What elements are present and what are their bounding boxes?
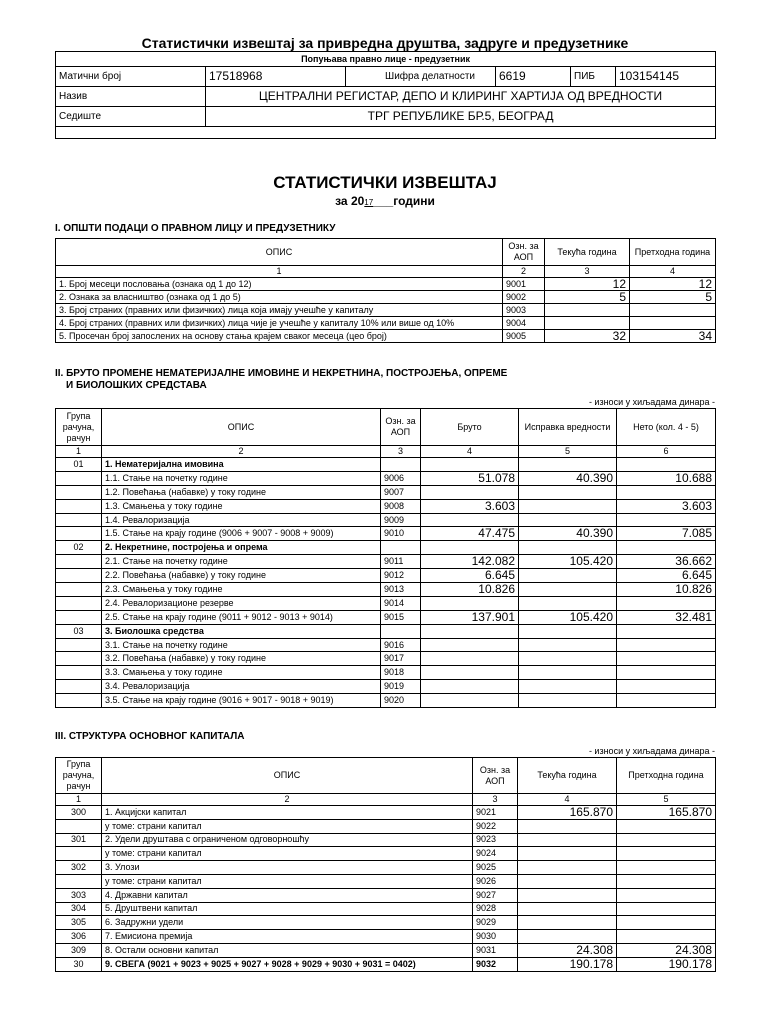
row-previous-year: [617, 874, 716, 888]
table-row: [56, 680, 716, 694]
row-adjustment: [519, 485, 617, 499]
pib-label: ПИБ: [571, 67, 616, 87]
row-gross: 47.475: [421, 527, 519, 541]
row-previous-year: [630, 317, 716, 330]
row-net: 36.662: [617, 555, 716, 569]
s3-n5: 5: [617, 794, 716, 806]
report-year-value: 17: [364, 198, 374, 207]
row-description: 2. Некретнине, постројења и опрема: [102, 541, 381, 555]
row-previous-year: [630, 304, 716, 317]
seat-label: Седиште: [56, 107, 206, 127]
table-row: [56, 943, 716, 957]
row-description: 3.4. Ревалоризација: [102, 680, 381, 694]
row-current-year: 5: [545, 291, 630, 304]
row-group: [56, 583, 102, 597]
row-aop: 9004: [503, 317, 545, 330]
row-gross: 3.603: [421, 499, 519, 513]
row-description: 8. Остали основни капитал: [102, 943, 473, 957]
row-net: [617, 541, 716, 555]
row-adjustment: [519, 583, 617, 597]
row-description: 3.2. Повећања (набавке) у току године: [102, 652, 381, 666]
table-row: [56, 304, 716, 317]
row-adjustment: 40.390: [519, 527, 617, 541]
row-gross: [421, 485, 519, 499]
row-current-year: [518, 902, 617, 916]
s2-n1: 1: [56, 446, 102, 458]
row-gross: [421, 458, 519, 472]
row-group: [56, 610, 102, 624]
name-label: Назив: [56, 87, 206, 107]
table-row: [56, 652, 716, 666]
row-description: у томе: страни капитал: [102, 874, 473, 888]
row-description: 1.4. Ревалоризација: [102, 513, 381, 527]
row-aop: 9027: [473, 888, 518, 902]
row-group: [56, 874, 102, 888]
row-current-year: [518, 861, 617, 875]
row-description: у томе: страни капитал: [102, 819, 473, 833]
row-group: 305: [56, 916, 102, 930]
row-previous-year: 34: [630, 330, 716, 343]
row-description: 2. Ознака за власништво (ознака од 1 до 5): [56, 291, 503, 304]
row-description: 1.5. Стање на крају године (9006 + 9007 - 9008 + 9009): [102, 527, 381, 541]
row-gross: [421, 666, 519, 680]
s2-h-bruto: Бруто: [421, 409, 519, 446]
row-adjustment: 105.420: [519, 555, 617, 569]
row-adjustment: 105.420: [519, 610, 617, 624]
row-group: [56, 513, 102, 527]
row-group: 300: [56, 806, 102, 820]
table-row: [56, 583, 716, 597]
s1-n1: 1: [56, 266, 503, 278]
section2-title-line2: И БИОЛОШКИХ СРЕДСТАВА: [66, 380, 207, 391]
table-row: [56, 833, 716, 847]
row-aop: 9021: [473, 806, 518, 820]
s1-h-prev: Претходна година: [630, 239, 716, 266]
table-row: [56, 624, 716, 638]
section3-units: - износи у хиљадама динара -: [588, 746, 715, 756]
row-previous-year: [617, 916, 716, 930]
s1-n3: 3: [545, 266, 630, 278]
s1-h-opis: ОПИС: [56, 239, 503, 266]
row-aop: 9029: [473, 916, 518, 930]
row-current-year: [518, 819, 617, 833]
row-group: 302: [56, 861, 102, 875]
row-current-year: 12: [545, 278, 630, 291]
row-group: [56, 569, 102, 583]
s2-n3: 3: [381, 446, 421, 458]
row-current-year: 24.308: [518, 943, 617, 957]
row-net: [617, 485, 716, 499]
row-aop: 9003: [503, 304, 545, 317]
row-description: 6. Задружни удели: [102, 916, 473, 930]
section2-units: - износи у хиљадама динара -: [588, 397, 715, 407]
row-adjustment: [519, 458, 617, 472]
table-row: [56, 638, 716, 652]
row-net: [617, 680, 716, 694]
row-description: 2.3. Смањења у току године: [102, 583, 381, 597]
row-description: 1. Број месеци пословања (ознака од 1 до 12): [56, 278, 503, 291]
row-description: 7. Емисиона премија: [102, 930, 473, 944]
row-group: [56, 680, 102, 694]
row-group: [56, 527, 102, 541]
row-previous-year: [617, 819, 716, 833]
report-year: [0, 194, 770, 208]
row-adjustment: [519, 680, 617, 694]
row-net: [617, 596, 716, 610]
row-group: 301: [56, 833, 102, 847]
row-group: 303: [56, 888, 102, 902]
s2-h-opis: ОПИС: [102, 409, 381, 446]
row-group: 02: [56, 541, 102, 555]
row-aop: [381, 458, 421, 472]
row-description: 5. Просечан број запослених на основу стања крајем сваког месеца (цео број): [56, 330, 503, 343]
row-description: у томе: страни капитал: [102, 847, 473, 861]
row-previous-year: [617, 861, 716, 875]
row-group: 01: [56, 458, 102, 472]
s3-n1: 1: [56, 794, 102, 806]
row-description: 3. Улози: [102, 861, 473, 875]
s3-h-prev: Претходна година: [617, 758, 716, 794]
header-table: [55, 51, 716, 139]
mb-value: 17518968: [206, 67, 346, 87]
row-previous-year: [617, 902, 716, 916]
section1-table: [55, 238, 716, 343]
row-description: 1.1. Стање на почетку године: [102, 471, 381, 485]
row-gross: 6.645: [421, 569, 519, 583]
row-current-year: 165.870: [518, 806, 617, 820]
s2-n6: 6: [617, 446, 716, 458]
row-description: 2.5. Стање на крају године (9011 + 9012 - 9013 + 9014): [102, 610, 381, 624]
s2-h-aop: Озн. за АОП: [381, 409, 421, 446]
row-aop: 9014: [381, 596, 421, 610]
table-row: [56, 819, 716, 833]
row-adjustment: [519, 513, 617, 527]
s1-n2: 2: [503, 266, 545, 278]
table-row: [56, 888, 716, 902]
table-row: [56, 330, 716, 343]
s2-n2: 2: [102, 446, 381, 458]
row-group: [56, 485, 102, 499]
s3-h-aop: Озн. за АОП: [473, 758, 518, 794]
row-net: 10.688: [617, 471, 716, 485]
row-adjustment: [519, 666, 617, 680]
row-gross: [421, 680, 519, 694]
row-description: 2.2. Повећања (набавке) у току године: [102, 569, 381, 583]
row-description: 3.5. Стање на крају године (9016 + 9017 - 9018 + 9019): [102, 694, 381, 708]
row-previous-year: 24.308: [617, 943, 716, 957]
row-net: 32.481: [617, 610, 716, 624]
row-adjustment: [519, 694, 617, 708]
table-row: [56, 291, 716, 304]
row-aop: 9017: [381, 652, 421, 666]
table-row: [56, 930, 716, 944]
row-description: 2.1. Стање на почетку године: [102, 555, 381, 569]
row-aop: 9012: [381, 569, 421, 583]
row-aop: 9018: [381, 666, 421, 680]
row-current-year: 190.178: [518, 957, 617, 971]
table-row: [56, 569, 716, 583]
row-previous-year: [617, 888, 716, 902]
table-row: [56, 902, 716, 916]
table-row: [56, 861, 716, 875]
row-current-year: [518, 916, 617, 930]
row-gross: [421, 541, 519, 555]
table-row: [56, 513, 716, 527]
activity-value: 6619: [496, 67, 571, 87]
row-description: 1.3. Смањења у току године: [102, 499, 381, 513]
row-net: [617, 666, 716, 680]
row-description: 1.2. Повећања (набавке) у току године: [102, 485, 381, 499]
row-aop: 9001: [503, 278, 545, 291]
row-aop: 9016: [381, 638, 421, 652]
section3-table: [55, 757, 716, 972]
table-row: [56, 278, 716, 291]
row-adjustment: [519, 638, 617, 652]
table-row: [56, 541, 716, 555]
s1-h-aop: Озн. за АОП: [503, 239, 545, 266]
row-group: [56, 555, 102, 569]
row-adjustment: [519, 596, 617, 610]
row-adjustment: [519, 652, 617, 666]
row-aop: 9008: [381, 499, 421, 513]
seat-value: ТРГ РЕПУБЛИКЕ БР.5, БЕОГРАД: [206, 107, 716, 127]
s2-n4: 4: [421, 446, 519, 458]
report-year-prefix: за 20: [335, 194, 365, 208]
row-description: 1. Акцијски капитал: [102, 806, 473, 820]
row-description: 2.4. Ревалоризационе резерве: [102, 596, 381, 610]
row-group: [56, 847, 102, 861]
row-net: [617, 458, 716, 472]
row-aop: 9030: [473, 930, 518, 944]
row-gross: 142.082: [421, 555, 519, 569]
row-net: [617, 652, 716, 666]
fill-note: Попуњава правно лице - предузетник: [56, 52, 716, 67]
row-gross: 51.078: [421, 471, 519, 485]
row-description: 3.3. Смањења у току године: [102, 666, 381, 680]
s3-h-opis: ОПИС: [102, 758, 473, 794]
row-description: 1. Нематеријална имовина: [102, 458, 381, 472]
table-row: [56, 916, 716, 930]
row-adjustment: [519, 569, 617, 583]
row-aop: 9031: [473, 943, 518, 957]
s3-n4: 4: [518, 794, 617, 806]
row-previous-year: [617, 833, 716, 847]
row-aop: 9032: [473, 957, 518, 971]
table-row: [56, 485, 716, 499]
row-adjustment: [519, 541, 617, 555]
row-aop: 9015: [381, 610, 421, 624]
row-aop: 9028: [473, 902, 518, 916]
table-row: [56, 847, 716, 861]
row-description: 3. Биолошка средства: [102, 624, 381, 638]
row-group: 03: [56, 624, 102, 638]
table-row: [56, 610, 716, 624]
row-net: [617, 624, 716, 638]
row-description: 2. Удели друштава с ограниченом одговорношћу: [102, 833, 473, 847]
row-net: [617, 638, 716, 652]
form-title: Статистички извештај за привредна друштва, задруге и предузетнике: [141, 35, 629, 51]
row-description: 3.1. Стање на почетку године: [102, 638, 381, 652]
row-gross: [421, 596, 519, 610]
section2-title: II. БРУТО ПРОМЕНЕ НЕМАТЕРИЈАЛНЕ ИМОВИНЕ И НЕКРЕТНИНА, ПОСТРОЈЕЊА, ОПРЕМЕ: [55, 368, 508, 379]
row-gross: [421, 652, 519, 666]
s3-h-cur: Текућа година: [518, 758, 617, 794]
row-aop: 9010: [381, 527, 421, 541]
row-previous-year: 190.178: [617, 957, 716, 971]
row-net: 7.085: [617, 527, 716, 541]
table-row: [56, 458, 716, 472]
row-gross: 137.901: [421, 610, 519, 624]
table-row: [56, 499, 716, 513]
row-gross: [421, 624, 519, 638]
row-aop: 9025: [473, 861, 518, 875]
row-current-year: [545, 317, 630, 330]
row-adjustment: 40.390: [519, 471, 617, 485]
row-net: 3.603: [617, 499, 716, 513]
row-adjustment: [519, 499, 617, 513]
row-group: 309: [56, 943, 102, 957]
row-group: [56, 652, 102, 666]
table-row: [56, 596, 716, 610]
row-current-year: [518, 930, 617, 944]
s3-n3: 3: [473, 794, 518, 806]
s2-n5: 5: [519, 446, 617, 458]
row-aop: 9009: [381, 513, 421, 527]
row-aop: 9006: [381, 471, 421, 485]
report-year-suffix: ___години: [373, 194, 435, 208]
report-title: СТАТИСТИЧКИ ИЗВЕШТАЈ: [273, 173, 497, 192]
row-aop: 9024: [473, 847, 518, 861]
row-gross: [421, 694, 519, 708]
row-aop: 9023: [473, 833, 518, 847]
row-current-year: [518, 847, 617, 861]
row-aop: 9026: [473, 874, 518, 888]
row-description: 4. Број страних (правних или физичких) лица чије је учешће у капиталу 10% или више од 10%: [56, 317, 503, 330]
table-row: [56, 666, 716, 680]
row-net: [617, 694, 716, 708]
row-group: [56, 694, 102, 708]
row-aop: 9002: [503, 291, 545, 304]
table-row: [56, 527, 716, 541]
row-group: [56, 471, 102, 485]
row-group: [56, 666, 102, 680]
table-row: [56, 471, 716, 485]
s1-h-cur: Текућа година: [545, 239, 630, 266]
s2-h-isp: Исправка вредности: [519, 409, 617, 446]
table-row: [56, 555, 716, 569]
row-aop: [381, 541, 421, 555]
row-group: [56, 596, 102, 610]
row-previous-year: 165.870: [617, 806, 716, 820]
section3-title: III. СТРУКТУРА ОСНОВНОГ КАПИТАЛА: [55, 731, 245, 742]
row-current-year: [518, 833, 617, 847]
table-row: [56, 317, 716, 330]
row-adjustment: [519, 624, 617, 638]
row-group: 304: [56, 902, 102, 916]
table-row: [56, 694, 716, 708]
row-aop: 9013: [381, 583, 421, 597]
pib-value: 103154145: [616, 67, 716, 87]
row-previous-year: [617, 930, 716, 944]
row-description: 3. Број страних (правних или физичких) лица која имају учешће у капиталу: [56, 304, 503, 317]
row-group: [56, 499, 102, 513]
row-previous-year: 12: [630, 278, 716, 291]
row-previous-year: 5: [630, 291, 716, 304]
row-aop: 9022: [473, 819, 518, 833]
row-group: [56, 819, 102, 833]
row-net: 6.645: [617, 569, 716, 583]
row-net: [617, 513, 716, 527]
s2-h-group: Група рачуна, рачун: [56, 409, 102, 446]
section1-title: I. ОПШТИ ПОДАЦИ О ПРАВНОМ ЛИЦУ И ПРЕДУЗЕТНИКУ: [55, 223, 336, 234]
row-description: 9. СВЕГА (9021 + 9023 + 9025 + 9027 + 9028 + 9029 + 9030 + 9031 = 0402): [102, 957, 473, 971]
row-group: 30: [56, 957, 102, 971]
row-aop: 9005: [503, 330, 545, 343]
row-current-year: 32: [545, 330, 630, 343]
s3-n2: 2: [102, 794, 473, 806]
section2-table: [55, 408, 716, 708]
activity-label: Шифра делатности: [346, 67, 496, 87]
row-current-year: [518, 874, 617, 888]
row-aop: 9011: [381, 555, 421, 569]
mb-label: Матични број: [56, 67, 206, 87]
row-gross: [421, 513, 519, 527]
row-group: 306: [56, 930, 102, 944]
row-description: 5. Друштвени капитал: [102, 902, 473, 916]
s2-h-neto: Нето (кол. 4 - 5): [617, 409, 716, 446]
row-gross: 10.826: [421, 583, 519, 597]
table-row: [56, 957, 716, 971]
row-aop: [381, 624, 421, 638]
row-net: 10.826: [617, 583, 716, 597]
row-aop: 9019: [381, 680, 421, 694]
table-row: [56, 806, 716, 820]
row-current-year: [518, 888, 617, 902]
row-aop: 9020: [381, 694, 421, 708]
row-gross: [421, 638, 519, 652]
row-aop: 9007: [381, 485, 421, 499]
row-current-year: [545, 304, 630, 317]
s1-n4: 4: [630, 266, 716, 278]
name-value: ЦЕНТРАЛНИ РЕГИСТАР, ДЕПО И КЛИРИНГ ХАРТИЈА ОД ВРЕДНОСТИ: [206, 87, 716, 107]
table-row: [56, 874, 716, 888]
row-group: [56, 638, 102, 652]
row-description: 4. Државни капитал: [102, 888, 473, 902]
s3-h-group: Група рачуна, рачун: [56, 758, 102, 794]
row-previous-year: [617, 847, 716, 861]
